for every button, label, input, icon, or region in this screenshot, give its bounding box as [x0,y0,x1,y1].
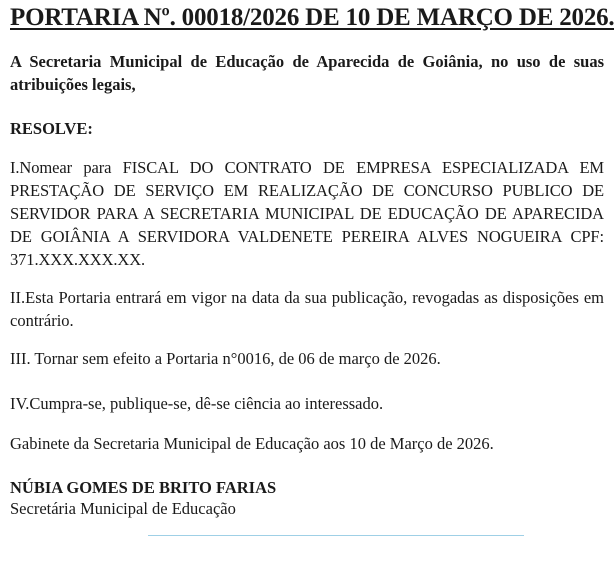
signer-role: Secretária Municipal de Educação [10,499,236,518]
intro-paragraph: A Secretaria Municipal de Educação de Aparecida de Goiânia, no uso de suas atribuições legais, [10,52,604,94]
closing-statement: Gabinete da Secretaria Municipal de Educação aos 10 de Março de 2026. [10,434,494,453]
separator-line [148,535,524,536]
article-item-4: IV.Cumpra-se, publique-se, dê-se ciência ao interessado. [10,394,384,413]
article-item-3: III. Tornar sem efeito a Portaria n°0016, de 06 de março de 2026. [10,349,441,368]
resolve-heading: RESOLVE: [10,119,93,138]
signer-name: NÚBIA GOMES DE BRITO FARIAS [10,478,277,497]
article-item-2: II.Esta Portaria entrará em vigor na data da sua publicação, revogadas as disposições em contrário. [10,288,604,330]
document-title: PORTARIA Nº. 00018/2026 DE 10 DE MARÇO DE 2026. [10,4,614,31]
article-item-1: I.Nomear para FISCAL DO CONTRATO DE EMPRESA ESPECIALIZADA EM PRESTAÇÃO DE SERVIÇO EM REALIZAÇÃO DE CONCURSO PUBLICO DE SERVIDOR PARA A SECRETARIA MUNICIPAL DE EDUCAÇÃO DE APARECIDA DE GOIÂNIA A SERVIDORA VALDENETE PEREIRA ALVES NOGUEIRA CPF: 371.XXX.XXX.XX. [10,158,604,269]
